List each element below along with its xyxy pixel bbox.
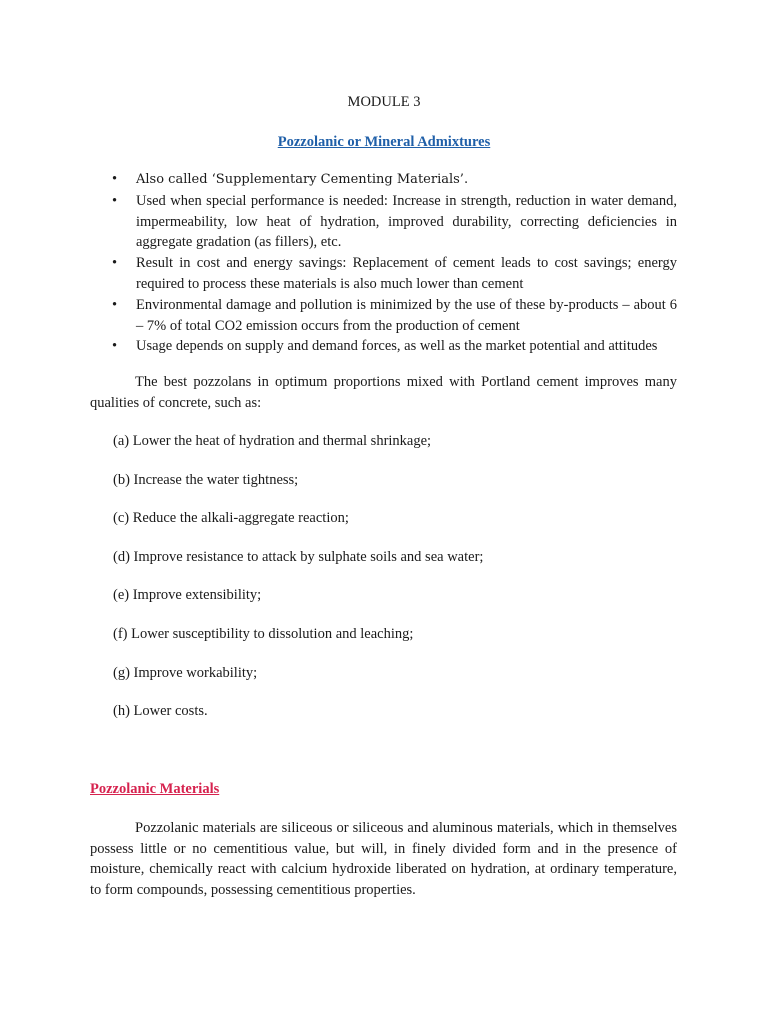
module-title: MODULE 3 xyxy=(347,94,421,110)
qualities-list xyxy=(113,431,483,740)
bullet-item: • Result in cost and energy savings: Replacement of cement leads to cost savings; energy required to process these materials is also much lower than cement xyxy=(112,255,677,292)
quality-item: (f) Lower susceptibility to dissolution and leaching; xyxy=(113,625,414,642)
quality-item: (a) Lower the heat of hydration and thermal shrinkage; xyxy=(113,433,432,449)
bullet-item: • Used when special performance is needed: Increase in strength, reduction in water demand, impermeability, low heat of hydration, improved durability, correcting deficiencies in aggregate gradation (as fillers), etc. xyxy=(112,192,677,251)
pozzolanic-materials-paragraph: Pozzolanic materials are siliceous or siliceous and aluminous materials, which in themselves possess little or no cementitious value, but will, in finely divided form and in the presence of moisture, chemically react with calcium hydroxide liberated on hydration, at ordinary temperature, to form compounds, possessing cementitious properties. xyxy=(90,820,677,898)
section-title: Pozzolanic or Mineral Admixtures xyxy=(277,134,491,150)
bullet-item: • Environmental damage and pollution is minimized by the use of these by-products – about 6 – 7% of total CO2 emission occurs from the production of cement xyxy=(112,296,677,334)
quality-item: (e) Improve extensibility; xyxy=(113,587,262,604)
bullet-item: • Usage depends on supply and demand forces, as well as the market potential and attitudes xyxy=(110,336,677,357)
bullet-icon: • xyxy=(112,338,118,355)
bullet-icon: • xyxy=(112,192,118,209)
bullet-icon: • xyxy=(112,255,118,272)
quality-item: (b) Increase the water tightness; xyxy=(113,471,299,488)
bullet-item: • Also called ‘Supplementary Cementing Materials’. xyxy=(110,169,677,191)
bullet-icon: • xyxy=(112,296,118,313)
bullet-icon: • xyxy=(112,171,118,187)
quality-item: (c) Reduce the alkali-aggregate reaction; xyxy=(113,510,349,527)
quality-item: (g) Improve workability; xyxy=(113,664,258,681)
quality-item: (h) Lower costs. xyxy=(113,703,208,720)
pozzolanic-materials-heading: Pozzolanic Materials xyxy=(90,781,220,797)
quality-item: (d) Improve resistance to attack by sulphate soils and sea water; xyxy=(113,548,484,565)
bullet-list xyxy=(110,169,677,357)
intro-paragraph: The best pozzolans in optimum proportions mixed with Portland cement improves many qualities of concrete, such as: xyxy=(90,374,677,411)
